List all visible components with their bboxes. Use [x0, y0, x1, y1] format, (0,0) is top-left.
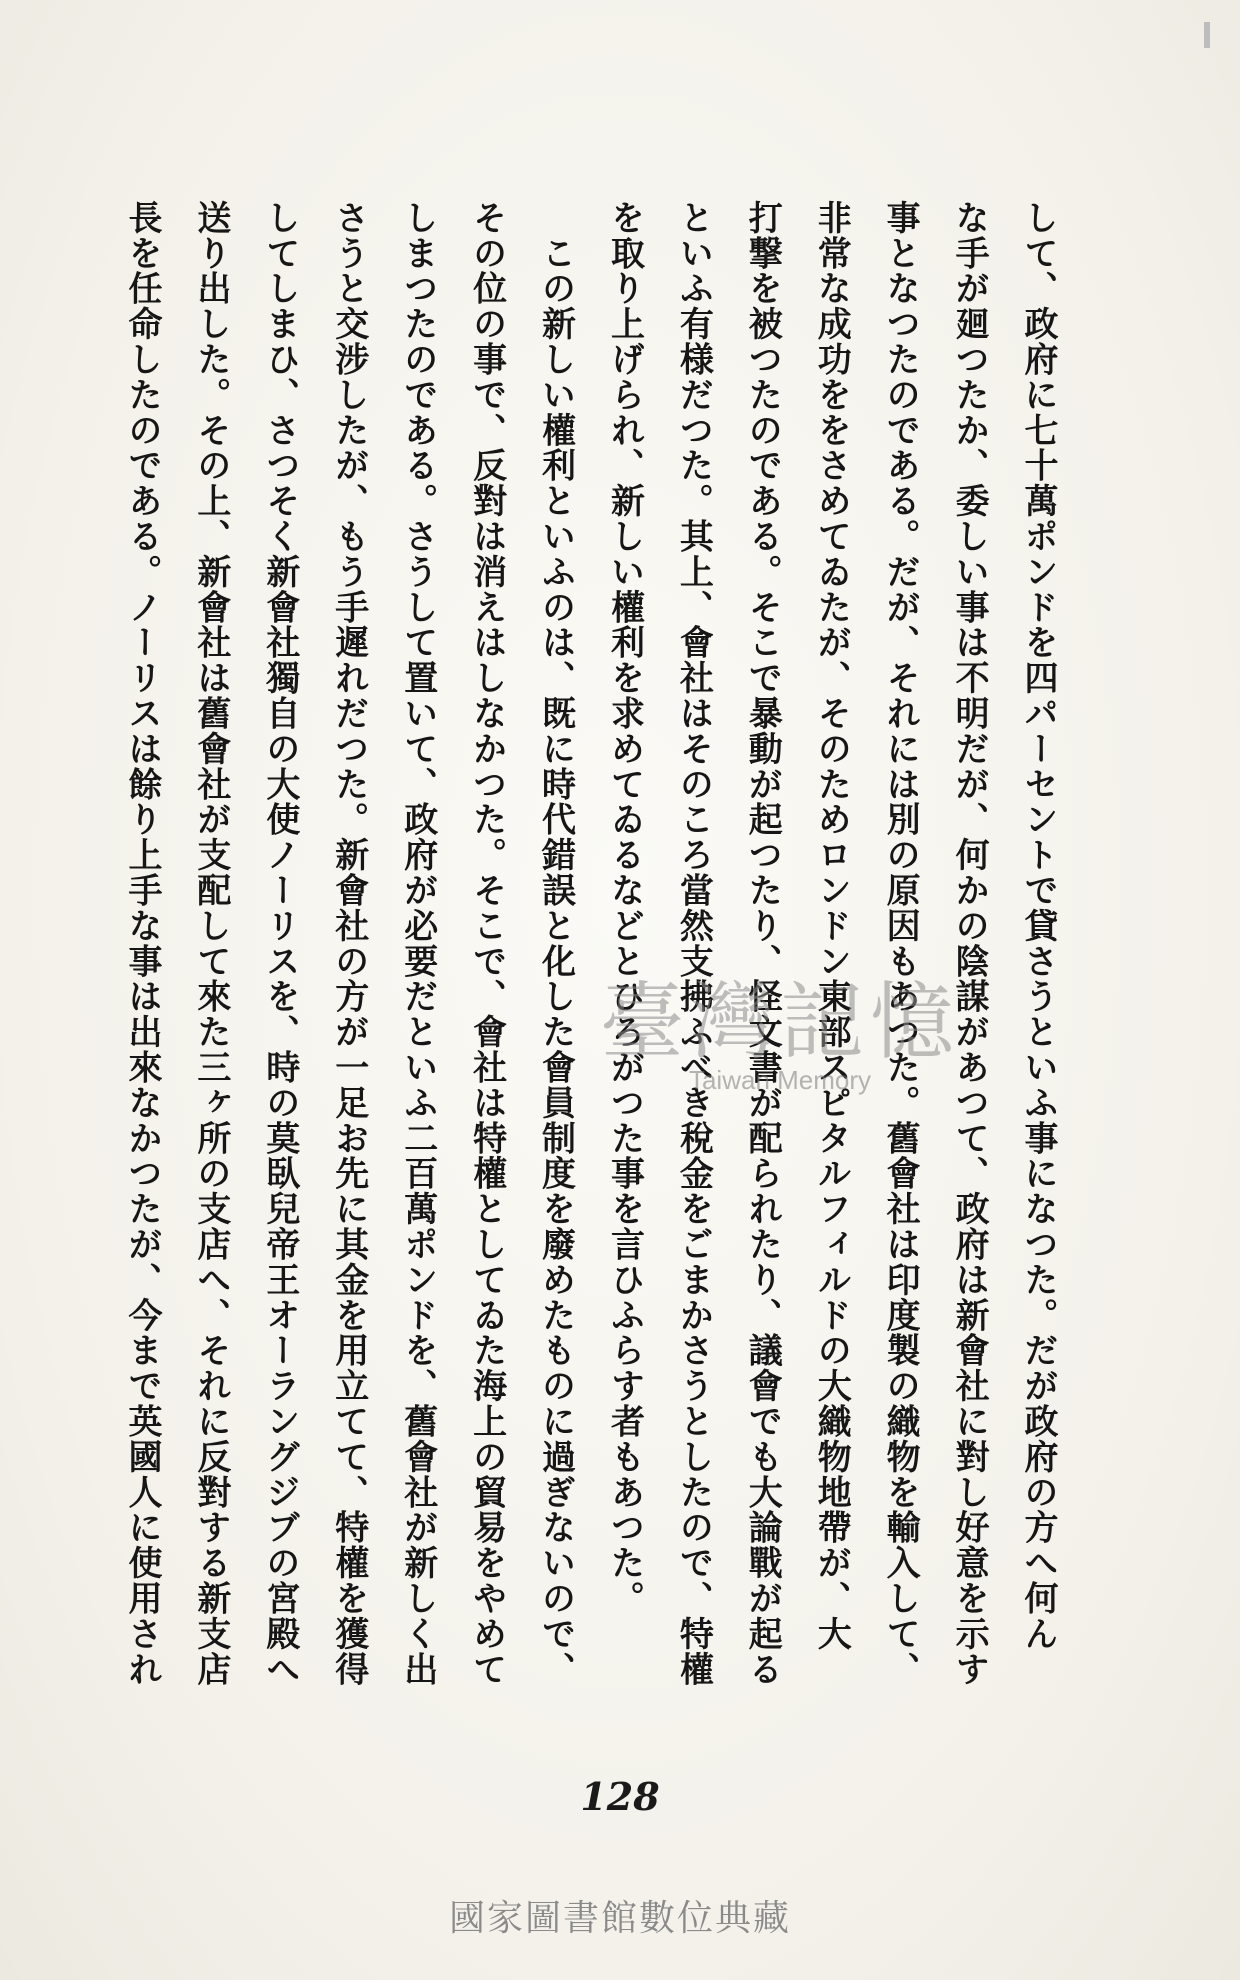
- text-column: してしまひ、さつそく新會社獨自の大使ノーリスを、時の莫臥兒帝王オーラングジブの宮殿へ: [259, 200, 300, 1687]
- page-number: 128: [580, 1774, 660, 1819]
- footer-credit: 國家圖書館數位典藏: [448, 1898, 791, 1939]
- text-column: さうと交涉したが、もう手遲れだつた。新會社の方が一足お先に其金を用立てて、特權を獲得: [328, 200, 369, 1687]
- text-column: この新しい權利といふのは、既に時代錯誤と化した會員制度を廢めたものに過ぎないので、: [535, 200, 576, 1687]
- scan-corner-mark: [1204, 22, 1210, 48]
- text-column: 事となつたのである。だが、それには別の原因もあつた。舊會社は印度製の織物を輸入して、: [880, 200, 921, 1687]
- text-column: 送り出した。その上、新會社は舊會社が支配して來た三ヶ所の支店へ、それに反對する新支店: [190, 200, 231, 1687]
- text-column: その位の事で、反對は消えはしなかつた。そこで、會社は特權としてゐた海上の貿易をやめて: [466, 200, 507, 1687]
- text-column: 長を任命したのである。ノーリスは餘り上手な事は出來なかつたが、今まで英國人に使用され: [122, 200, 162, 1687]
- watermark-subtitle: Taiwan Memory: [688, 1065, 872, 1095]
- text-column: 打撃を被つたのである。そこで暴動が起つたり、怪文書が配られたり、議會でも大論戰が起る: [742, 200, 783, 1687]
- text-column: を取り上げられ、新しい權利を求めてゐるなどとひろがつた事を言ひふらす者もあつた。: [604, 200, 645, 1616]
- text-column: して、政府に七十萬ポンドを四パーセントで貸さうといふ事になつた。だが政府の方へ何ん: [1017, 200, 1058, 1652]
- text-column: しまつたのである。さうして置いて、政府が必要だといふ二百萬ポンドを、舊會社が新しく出: [397, 200, 438, 1687]
- text-column: といふ有様だつた。其上、會社はそのころ當然支拂ふべき稅金をごまかさうとしたので、特權: [673, 200, 714, 1687]
- text-column: 非常な成功ををさめてゐたが、そのためロンドン東部スピタルフィルドの大織物地帶が、大: [811, 200, 852, 1652]
- text-column: な手が廻つたか、委しい事は不明だが、何かの陰謀があつて、政府は新會社に對し好意を示す: [949, 200, 990, 1687]
- vertical-text-block: [120, 200, 1060, 1720]
- watermark-title: 臺灣記憶: [599, 973, 960, 1071]
